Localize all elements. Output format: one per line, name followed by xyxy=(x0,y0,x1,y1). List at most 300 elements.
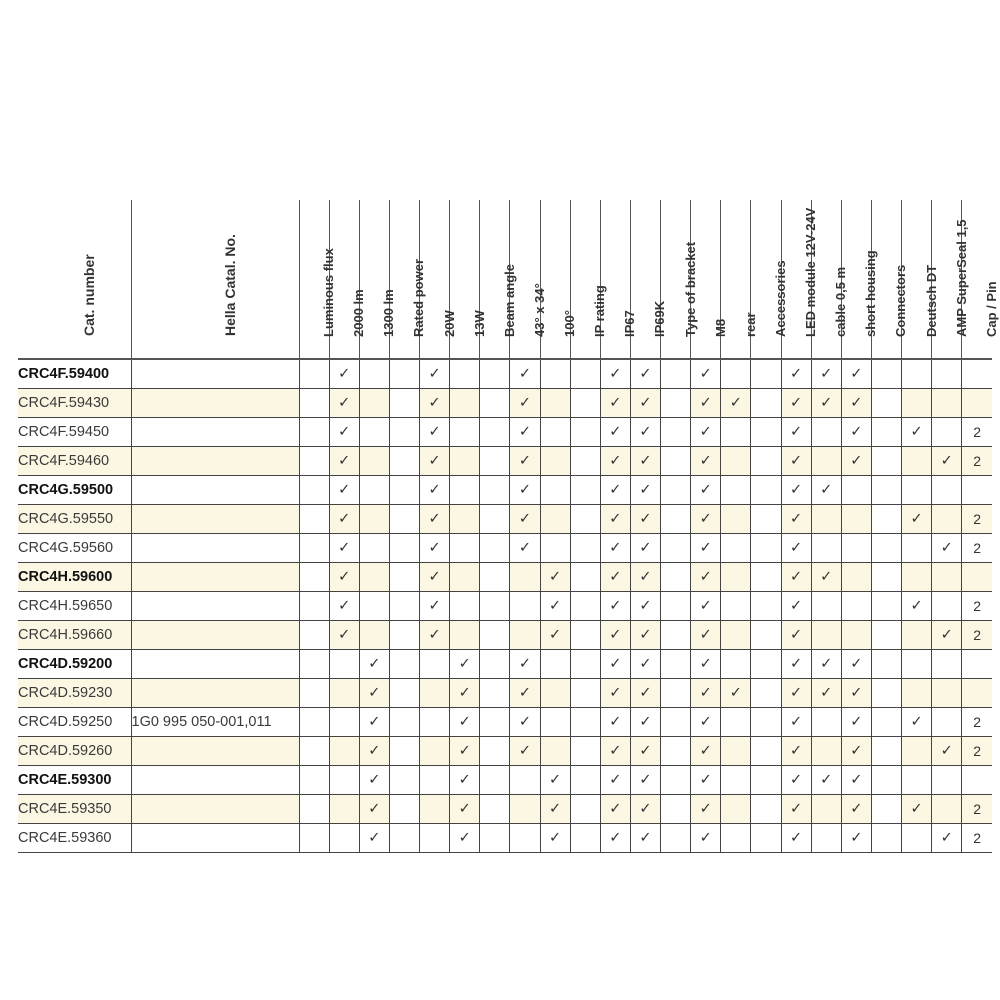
header-col-4 xyxy=(420,200,457,359)
value-cell xyxy=(420,737,450,766)
check-icon-cell: ✓ xyxy=(359,766,389,795)
cat-number-cell: CRC4F.59430 xyxy=(18,389,131,418)
check-icon-cell: ✓ xyxy=(630,795,660,824)
group-spacer-cell xyxy=(871,505,901,534)
check-icon-cell: ✓ xyxy=(420,592,450,621)
check-icon-cell: ✓ xyxy=(540,824,570,853)
value-cell xyxy=(932,476,962,505)
check-icon-cell: ✓ xyxy=(721,389,751,418)
cat-number-cell: CRC4E.59360 xyxy=(18,824,131,853)
header-col-label: LED module 12V-24V xyxy=(803,207,819,337)
value-cell xyxy=(540,389,570,418)
group-spacer-cell xyxy=(480,476,510,505)
group-spacer-cell xyxy=(871,534,901,563)
group-spacer-cell xyxy=(299,621,329,650)
value-cell xyxy=(721,447,751,476)
value-cell xyxy=(510,795,540,824)
check-icon-cell: ✓ xyxy=(630,476,660,505)
check-icon-cell: ✓ xyxy=(691,505,721,534)
value-cell xyxy=(902,679,932,708)
group-spacer-cell xyxy=(480,824,510,853)
group-spacer-cell xyxy=(299,824,329,853)
table-row xyxy=(18,708,992,737)
hella-catalog-cell xyxy=(131,359,299,389)
check-icon-cell: ✓ xyxy=(811,476,841,505)
check-icon-cell: ✓ xyxy=(510,737,540,766)
value-cell xyxy=(721,737,751,766)
cat-number-cell: CRC4H.59650 xyxy=(18,592,131,621)
value-cell xyxy=(932,679,962,708)
value-cell: 2 xyxy=(962,592,992,621)
check-icon-cell: ✓ xyxy=(691,708,721,737)
value-cell xyxy=(540,505,570,534)
check-icon-cell: ✓ xyxy=(359,795,389,824)
check-icon-cell: ✓ xyxy=(630,737,660,766)
header-col-label: Luminous flux xyxy=(321,248,337,337)
value-cell xyxy=(420,650,450,679)
check-icon-cell: ✓ xyxy=(450,650,480,679)
check-icon-cell: ✓ xyxy=(600,650,630,679)
cat-number-cell: CRC4F.59450 xyxy=(18,418,131,447)
cat-number-cell: CRC4D.59200 xyxy=(18,650,131,679)
group-spacer-cell xyxy=(480,563,510,592)
group-spacer-cell xyxy=(751,737,781,766)
check-icon-cell: ✓ xyxy=(540,766,570,795)
check-icon-cell: ✓ xyxy=(781,766,811,795)
value-cell: 2 xyxy=(962,621,992,650)
group-spacer-cell xyxy=(570,592,600,621)
check-icon-cell: ✓ xyxy=(600,534,630,563)
check-icon-cell: ✓ xyxy=(329,447,359,476)
value-cell xyxy=(359,359,389,389)
header-col-label: cable 0,5 m xyxy=(833,266,849,337)
hella-catalog-cell xyxy=(131,563,299,592)
check-icon-cell: ✓ xyxy=(691,447,721,476)
header-col-1 xyxy=(329,200,367,359)
group-spacer-cell xyxy=(570,708,600,737)
value-cell: 2 xyxy=(962,505,992,534)
value-cell xyxy=(721,476,751,505)
value-cell xyxy=(359,534,389,563)
value-cell xyxy=(902,563,932,592)
hella-catalog-cell xyxy=(131,592,299,621)
header-col-7 xyxy=(510,200,547,359)
cat-number-cell: CRC4F.59460 xyxy=(18,447,131,476)
group-spacer-cell xyxy=(570,534,600,563)
check-icon-cell: ✓ xyxy=(420,621,450,650)
check-icon-cell: ✓ xyxy=(841,737,871,766)
group-spacer-cell xyxy=(299,563,329,592)
table-row xyxy=(18,389,992,418)
header-col-label: IP67 xyxy=(622,310,638,337)
header-cat-number xyxy=(18,200,131,359)
value-cell xyxy=(962,389,992,418)
check-icon-cell: ✓ xyxy=(600,359,630,389)
value-cell xyxy=(359,505,389,534)
spec-sheet xyxy=(18,200,1000,853)
check-icon-cell: ✓ xyxy=(600,505,630,534)
hella-catalog-cell xyxy=(131,476,299,505)
check-icon-cell: ✓ xyxy=(630,766,660,795)
value-cell xyxy=(721,534,751,563)
value-cell xyxy=(811,505,841,534)
group-spacer-cell xyxy=(570,447,600,476)
check-icon-cell: ✓ xyxy=(420,389,450,418)
group-spacer-cell xyxy=(570,505,600,534)
check-icon-cell: ✓ xyxy=(420,447,450,476)
value-cell: 2 xyxy=(962,534,992,563)
hella-catalog-cell xyxy=(131,737,299,766)
group-spacer-cell xyxy=(871,621,901,650)
hella-catalog-cell: 1G0 995 050-001,011 xyxy=(131,708,299,737)
value-cell xyxy=(420,766,450,795)
group-spacer-cell xyxy=(389,621,419,650)
value-cell xyxy=(841,505,871,534)
group-spacer-cell xyxy=(751,679,781,708)
group-spacer-cell xyxy=(871,737,901,766)
check-icon-cell: ✓ xyxy=(691,795,721,824)
check-icon-cell: ✓ xyxy=(932,534,962,563)
group-spacer-cell xyxy=(661,534,691,563)
table-row xyxy=(18,795,992,824)
header-col-16 xyxy=(781,200,819,359)
value-cell xyxy=(510,766,540,795)
header-col-0 xyxy=(299,200,337,359)
cat-number-cell: CRC4D.59250 xyxy=(18,708,131,737)
check-icon-cell: ✓ xyxy=(329,621,359,650)
check-icon-cell: ✓ xyxy=(600,795,630,824)
header-col-10 xyxy=(600,200,638,359)
group-spacer-cell xyxy=(751,592,781,621)
check-icon-cell: ✓ xyxy=(781,476,811,505)
check-icon-cell: ✓ xyxy=(510,447,540,476)
value-cell xyxy=(510,592,540,621)
check-icon-cell: ✓ xyxy=(329,418,359,447)
cat-number-cell: CRC4D.59260 xyxy=(18,737,131,766)
group-spacer-cell xyxy=(751,476,781,505)
group-spacer-cell xyxy=(871,563,901,592)
value-cell xyxy=(540,708,570,737)
group-spacer-cell xyxy=(299,737,329,766)
check-icon-cell: ✓ xyxy=(781,650,811,679)
value-cell xyxy=(902,824,932,853)
value-cell xyxy=(902,389,932,418)
check-icon-cell: ✓ xyxy=(630,592,660,621)
header-col-21 xyxy=(932,200,969,359)
value-cell: 2 xyxy=(962,795,992,824)
value-cell xyxy=(450,418,480,447)
value-cell xyxy=(721,795,751,824)
hella-catalog-cell xyxy=(131,650,299,679)
group-spacer-cell xyxy=(480,737,510,766)
value-cell xyxy=(902,447,932,476)
group-spacer-cell xyxy=(570,621,600,650)
check-icon-cell: ✓ xyxy=(841,824,871,853)
check-icon-cell: ✓ xyxy=(510,389,540,418)
value-cell xyxy=(450,505,480,534)
value-cell xyxy=(811,447,841,476)
group-spacer-cell xyxy=(871,447,901,476)
group-spacer-cell xyxy=(570,418,600,447)
group-spacer-cell xyxy=(389,418,419,447)
check-icon-cell: ✓ xyxy=(510,418,540,447)
value-cell xyxy=(932,389,962,418)
check-icon-cell: ✓ xyxy=(540,795,570,824)
group-spacer-cell xyxy=(570,359,600,389)
value-cell xyxy=(721,418,751,447)
check-icon-cell: ✓ xyxy=(841,359,871,389)
group-spacer-cell xyxy=(570,824,600,853)
group-spacer-cell xyxy=(570,795,600,824)
header-col-15 xyxy=(751,200,788,359)
group-spacer-cell xyxy=(389,824,419,853)
check-icon-cell: ✓ xyxy=(510,505,540,534)
check-icon-cell: ✓ xyxy=(781,389,811,418)
header-col-22 xyxy=(962,200,1000,359)
group-spacer-cell xyxy=(299,447,329,476)
value-cell xyxy=(420,824,450,853)
group-spacer-cell xyxy=(570,563,600,592)
hella-catalog-cell xyxy=(131,824,299,853)
group-spacer-cell xyxy=(751,505,781,534)
header-cat-number-label: Cat. number xyxy=(81,254,98,336)
check-icon-cell: ✓ xyxy=(600,476,630,505)
check-icon-cell: ✓ xyxy=(902,592,932,621)
value-cell xyxy=(540,650,570,679)
value-cell xyxy=(932,592,962,621)
group-spacer-cell xyxy=(480,592,510,621)
group-spacer-cell xyxy=(661,621,691,650)
group-spacer-cell xyxy=(480,505,510,534)
hella-catalog-cell xyxy=(131,795,299,824)
header-hella-label: Hella Catal. No. xyxy=(222,234,238,336)
cat-number-cell: CRC4E.59350 xyxy=(18,795,131,824)
header-col-label: short housing xyxy=(863,250,879,337)
group-spacer-cell xyxy=(299,359,329,389)
group-spacer-cell xyxy=(871,389,901,418)
value-cell xyxy=(540,534,570,563)
value-cell xyxy=(841,592,871,621)
table-body xyxy=(18,359,992,853)
value-cell xyxy=(902,737,932,766)
check-icon-cell: ✓ xyxy=(630,447,660,476)
header-hella-catalog xyxy=(131,200,299,359)
value-cell xyxy=(721,359,751,389)
check-icon-cell: ✓ xyxy=(329,592,359,621)
check-icon-cell: ✓ xyxy=(630,505,660,534)
check-icon-cell: ✓ xyxy=(811,650,841,679)
group-spacer-cell xyxy=(751,766,781,795)
header-col-6 xyxy=(480,200,517,359)
check-icon-cell: ✓ xyxy=(841,447,871,476)
value-cell xyxy=(450,534,480,563)
header-col-17 xyxy=(811,200,849,359)
check-icon-cell: ✓ xyxy=(781,824,811,853)
check-icon-cell: ✓ xyxy=(691,824,721,853)
check-icon-cell: ✓ xyxy=(359,824,389,853)
group-spacer-cell xyxy=(751,795,781,824)
group-spacer-cell xyxy=(751,418,781,447)
group-spacer-cell xyxy=(389,389,419,418)
value-cell xyxy=(721,563,751,592)
check-icon-cell: ✓ xyxy=(510,534,540,563)
check-icon-cell: ✓ xyxy=(600,766,630,795)
check-icon-cell: ✓ xyxy=(420,505,450,534)
header-col-9 xyxy=(570,200,608,359)
group-spacer-cell xyxy=(480,708,510,737)
group-spacer-cell xyxy=(661,447,691,476)
header-col-label: 43° x 34° xyxy=(531,283,547,337)
check-icon-cell: ✓ xyxy=(781,737,811,766)
header-col-14 xyxy=(721,200,758,359)
table-row xyxy=(18,592,992,621)
check-icon-cell: ✓ xyxy=(811,389,841,418)
check-icon-cell: ✓ xyxy=(781,505,811,534)
group-spacer-cell xyxy=(389,708,419,737)
value-cell xyxy=(932,650,962,679)
cat-number-cell: CRC4H.59660 xyxy=(18,621,131,650)
check-icon-cell: ✓ xyxy=(781,795,811,824)
value-cell xyxy=(450,447,480,476)
group-spacer-cell xyxy=(299,418,329,447)
check-icon-cell: ✓ xyxy=(902,418,932,447)
check-icon-cell: ✓ xyxy=(691,621,721,650)
group-spacer-cell xyxy=(871,650,901,679)
value-cell xyxy=(450,359,480,389)
value-cell xyxy=(359,621,389,650)
value-cell xyxy=(932,795,962,824)
group-spacer-cell xyxy=(570,766,600,795)
group-spacer-cell xyxy=(480,447,510,476)
value-cell xyxy=(962,766,992,795)
group-spacer-cell xyxy=(751,650,781,679)
value-cell: 2 xyxy=(962,418,992,447)
cat-number-cell: CRC4G.59500 xyxy=(18,476,131,505)
group-spacer-cell xyxy=(389,737,419,766)
value-cell: 2 xyxy=(962,447,992,476)
value-cell xyxy=(811,795,841,824)
check-icon-cell: ✓ xyxy=(600,679,630,708)
header-col-label: Deutsch DT xyxy=(923,264,939,337)
header-col-8 xyxy=(540,200,578,359)
check-icon-cell: ✓ xyxy=(811,359,841,389)
value-cell xyxy=(841,534,871,563)
table-row xyxy=(18,359,992,389)
group-spacer-cell xyxy=(570,476,600,505)
check-icon-cell: ✓ xyxy=(841,795,871,824)
group-spacer-cell xyxy=(751,563,781,592)
value-cell xyxy=(811,534,841,563)
value-cell xyxy=(841,476,871,505)
value-cell xyxy=(721,621,751,650)
hella-catalog-cell xyxy=(131,418,299,447)
group-spacer-cell xyxy=(751,708,781,737)
value-cell xyxy=(329,708,359,737)
table-row xyxy=(18,737,992,766)
value-cell xyxy=(420,679,450,708)
group-spacer-cell xyxy=(751,389,781,418)
table-row xyxy=(18,418,992,447)
group-spacer-cell xyxy=(871,476,901,505)
value-cell xyxy=(450,476,480,505)
check-icon-cell: ✓ xyxy=(359,708,389,737)
header-col-label: Beam angle xyxy=(501,264,517,337)
check-icon-cell: ✓ xyxy=(841,418,871,447)
check-icon-cell: ✓ xyxy=(540,563,570,592)
group-spacer-cell xyxy=(570,679,600,708)
check-icon-cell: ✓ xyxy=(902,708,932,737)
check-icon-cell: ✓ xyxy=(691,679,721,708)
header-col-label: Connectors xyxy=(893,264,909,337)
hella-catalog-cell xyxy=(131,534,299,563)
check-icon-cell: ✓ xyxy=(781,592,811,621)
check-icon-cell: ✓ xyxy=(691,534,721,563)
check-icon-cell: ✓ xyxy=(510,650,540,679)
check-icon-cell: ✓ xyxy=(450,766,480,795)
value-cell xyxy=(329,795,359,824)
group-spacer-cell xyxy=(570,737,600,766)
check-icon-cell: ✓ xyxy=(329,389,359,418)
value-cell xyxy=(811,418,841,447)
group-spacer-cell xyxy=(480,359,510,389)
check-icon-cell: ✓ xyxy=(510,679,540,708)
value-cell xyxy=(962,476,992,505)
value-cell xyxy=(811,592,841,621)
hella-catalog-cell xyxy=(131,447,299,476)
check-icon-cell: ✓ xyxy=(691,563,721,592)
check-icon-cell: ✓ xyxy=(329,534,359,563)
value-cell xyxy=(932,563,962,592)
check-icon-cell: ✓ xyxy=(781,708,811,737)
value-cell xyxy=(902,359,932,389)
header-col-label: M8 xyxy=(712,318,728,337)
check-icon-cell: ✓ xyxy=(450,708,480,737)
value-cell xyxy=(811,621,841,650)
group-spacer-cell xyxy=(299,592,329,621)
group-spacer-cell xyxy=(570,389,600,418)
check-icon-cell: ✓ xyxy=(841,679,871,708)
value-cell xyxy=(811,708,841,737)
check-icon-cell: ✓ xyxy=(510,359,540,389)
check-icon-cell: ✓ xyxy=(630,418,660,447)
group-spacer-cell xyxy=(871,766,901,795)
table-row xyxy=(18,505,992,534)
group-spacer-cell xyxy=(299,505,329,534)
check-icon-cell: ✓ xyxy=(691,766,721,795)
check-icon-cell: ✓ xyxy=(811,766,841,795)
value-cell xyxy=(420,795,450,824)
check-icon-cell: ✓ xyxy=(540,621,570,650)
value-cell xyxy=(932,505,962,534)
group-spacer-cell xyxy=(299,389,329,418)
header-col-20 xyxy=(902,200,939,359)
header-col-label: IP69K xyxy=(652,300,668,337)
value-cell xyxy=(329,766,359,795)
check-icon-cell: ✓ xyxy=(630,389,660,418)
value-cell xyxy=(450,621,480,650)
check-icon-cell: ✓ xyxy=(691,389,721,418)
group-spacer-cell xyxy=(661,824,691,853)
table-row xyxy=(18,679,992,708)
value-cell xyxy=(721,708,751,737)
value-cell xyxy=(329,650,359,679)
value-cell xyxy=(932,766,962,795)
value-cell xyxy=(540,447,570,476)
check-icon-cell: ✓ xyxy=(420,418,450,447)
header-col-label: rear xyxy=(742,312,758,337)
group-spacer-cell xyxy=(871,824,901,853)
header-col-13 xyxy=(691,200,728,359)
